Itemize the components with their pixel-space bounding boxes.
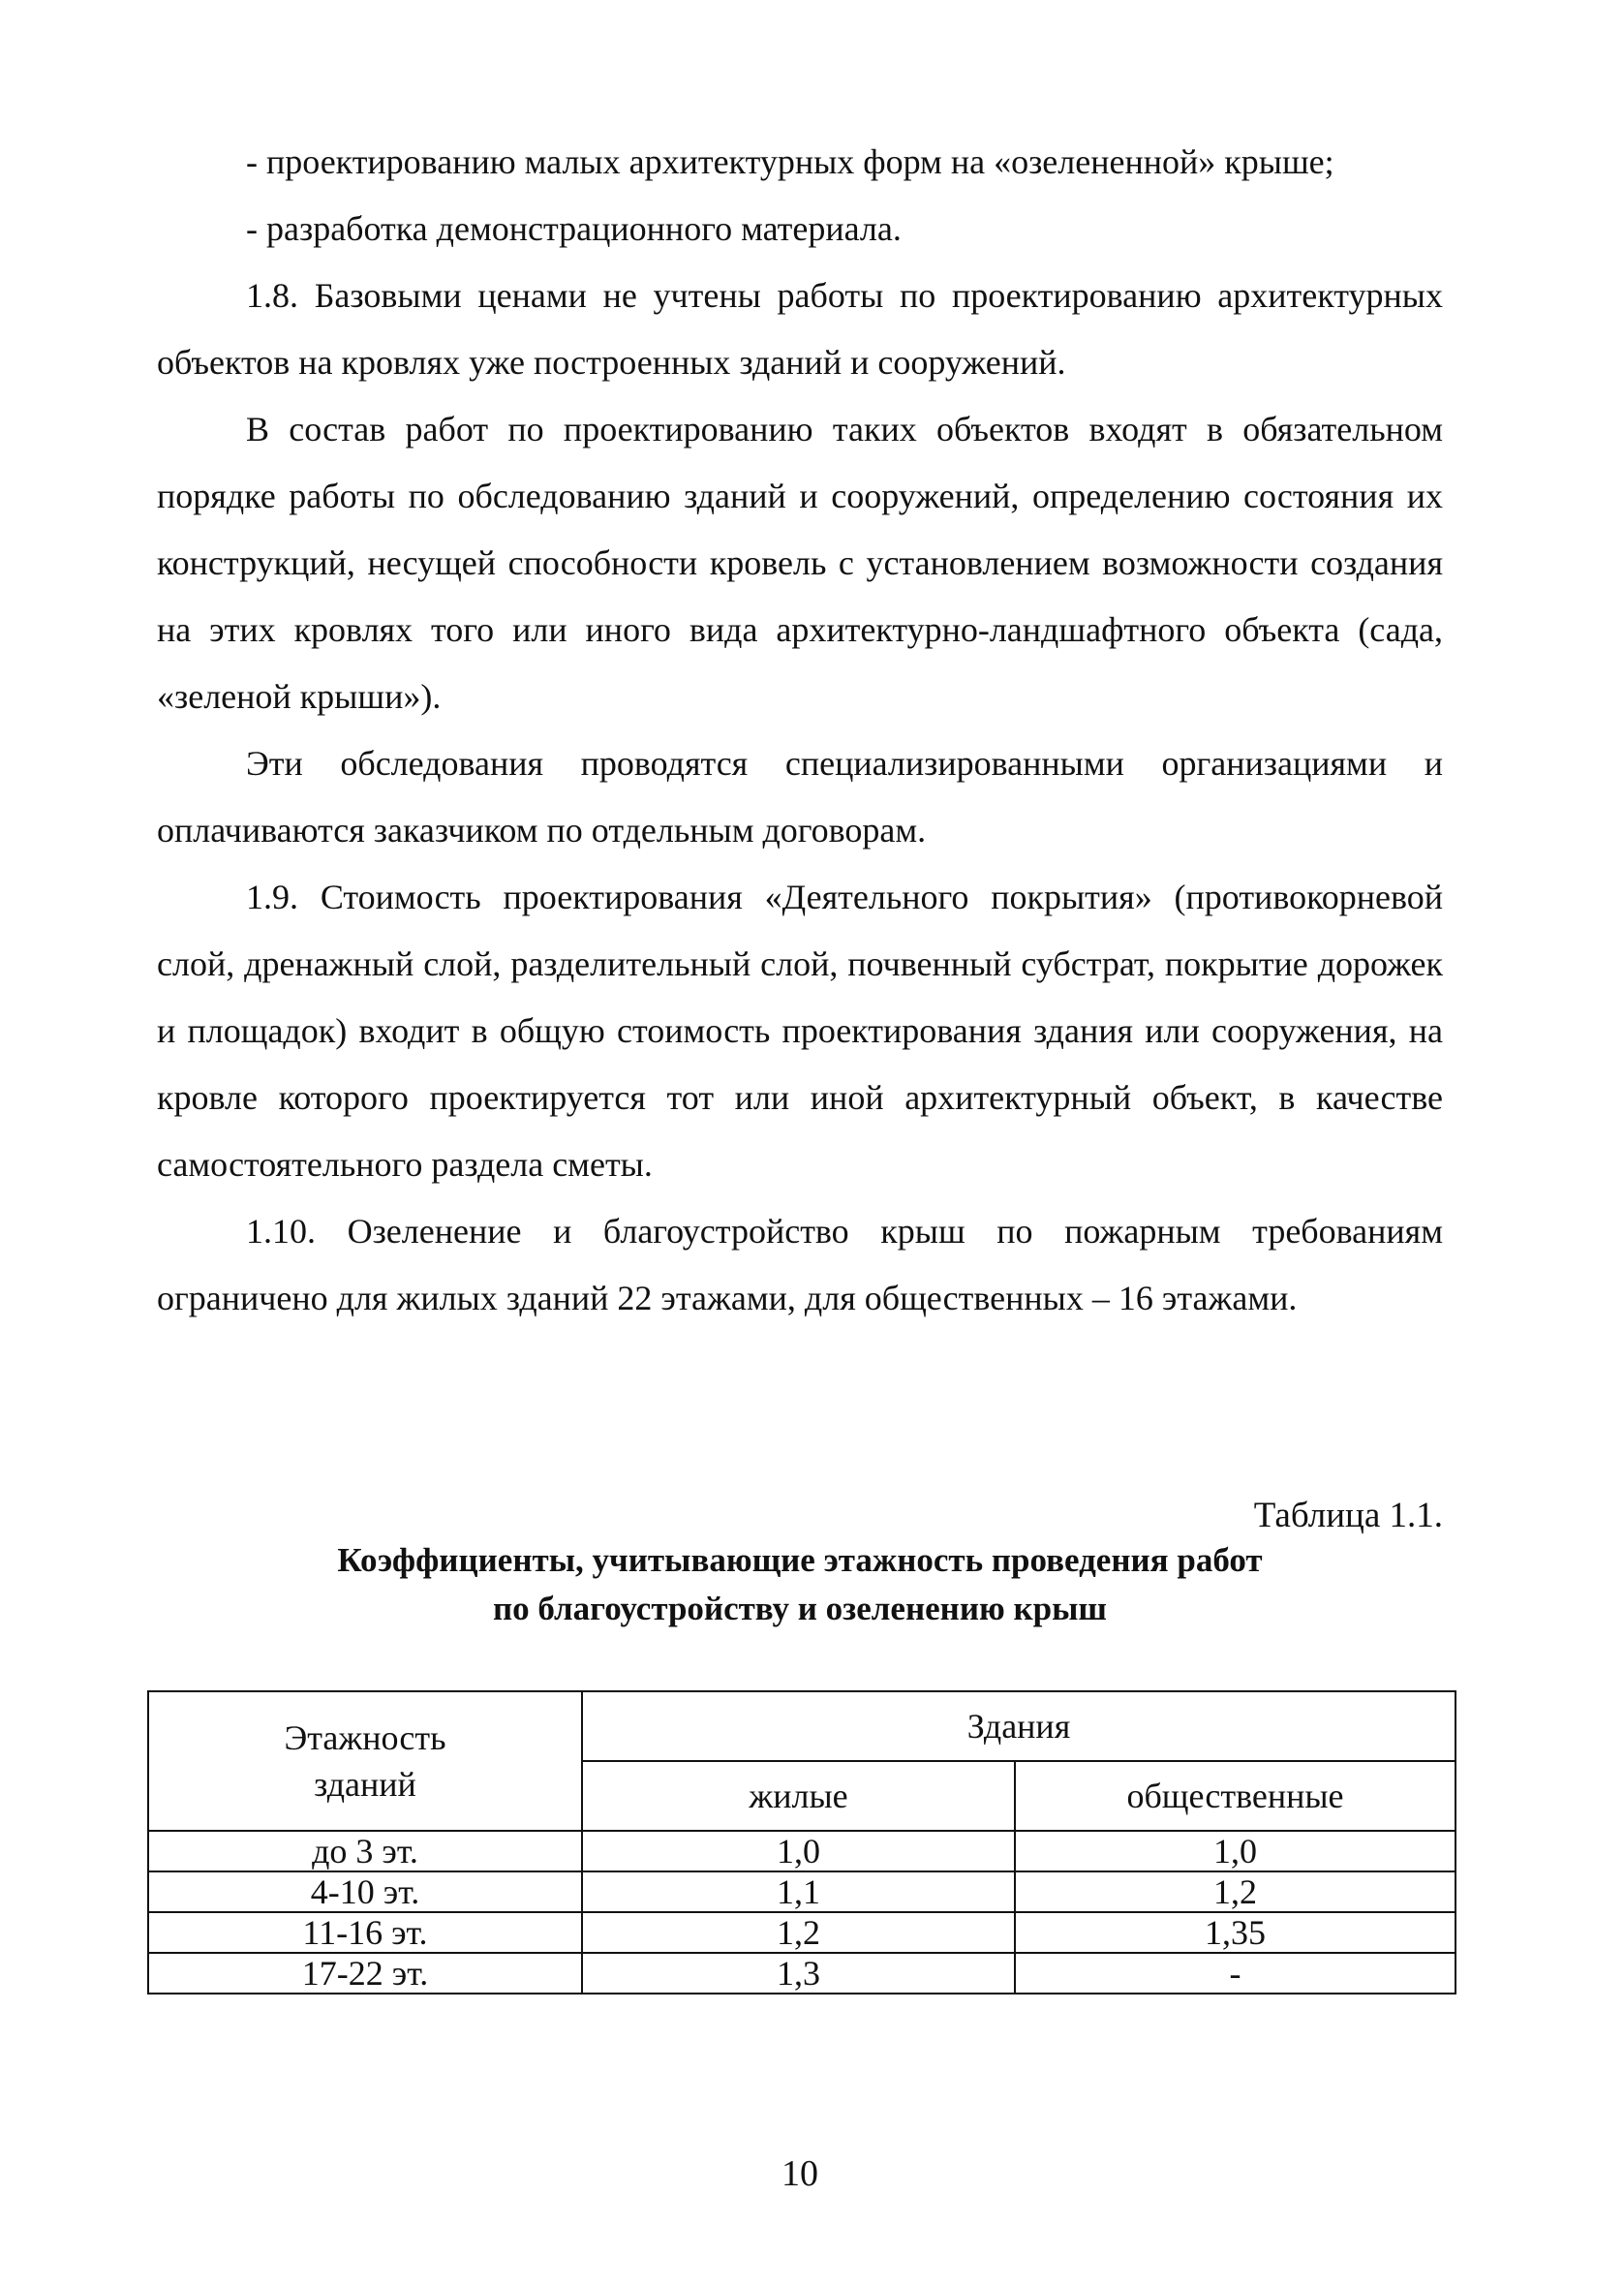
cell-residential: 1,3 (582, 1953, 1015, 1994)
page-number: 10 (781, 2153, 818, 2194)
table-title (157, 1536, 1443, 1633)
table-row (148, 1912, 1455, 1953)
table-label: Таблица 1.1. (1253, 1496, 1443, 1535)
paragraph-surveys: Эти обследования проводятся специализированными организациями и оплачиваются заказчиком по отдельным договорам. (157, 744, 1443, 850)
table-row (148, 1831, 1455, 1871)
cell-residential: 1,2 (582, 1912, 1015, 1953)
table-row (148, 1871, 1455, 1912)
paragraph-list-item-2: - разработка демонстрационного материала. (246, 209, 902, 248)
cell-public: 1,2 (1015, 1871, 1455, 1912)
header-floors-line-1: Этажность (284, 1718, 446, 1757)
cell-floors: до 3 эт. (148, 1831, 582, 1871)
header-public: общественные (1015, 1761, 1455, 1831)
paragraph-1-8: 1.8. Базовыми ценами не учтены работы по проектированию архитектурных объектов на кровлях уже построенных зданий и сооружений. (157, 276, 1443, 382)
cell-residential: 1,0 (582, 1831, 1015, 1871)
cell-public: - (1015, 1953, 1455, 1994)
cell-public: 1,35 (1015, 1912, 1455, 1953)
paragraph-list-item-1: - проектированию малых архитектурных форм на «озелененной» крыше; (246, 142, 1334, 181)
paragraph-1-9: 1.9. Стоимость проектирования «Деятельного покрытия» (противокорневой слой, дренажный слой, разделительный слой, почвенный субстрат, покрытие дорожек и площадок) входит в общую стоимость проектирования здания или сооружения, на кровле которого проектируется тот или иной архитектурный объект, в качестве самостоятельного раздела сметы. (157, 878, 1443, 1184)
header-buildings: Здания (582, 1691, 1455, 1761)
table-row (148, 1953, 1455, 1994)
coefficients-table (147, 1690, 1456, 1994)
paragraph-scope: В состав работ по проектированию таких объектов входят в обязательном порядке работы по обследованию зданий и сооружений, определению состояния их конструкций, несущей способности кровель с установлением возможности создания на этих кровлях того или иного вида архитектурно-ландшафтного объекта (сада, «зеленой крыши»). (157, 410, 1443, 716)
paragraph-1-10: 1.10. Озеленение и благоустройство крыш по пожарным требованиям ограничено для жилых зданий 22 этажами, для общественных – 16 этажами. (157, 1212, 1443, 1317)
header-residential: жилые (582, 1761, 1015, 1831)
table-title-line-1: Коэффициенты, учитывающие этажность проведения работ (337, 1541, 1263, 1579)
table-title-line-2: по благоустройству и озеленению крыш (493, 1590, 1107, 1627)
cell-floors: 11-16 эт. (148, 1912, 582, 1953)
header-floors (148, 1691, 582, 1831)
cell-public: 1,0 (1015, 1831, 1455, 1871)
header-floors-line-2: зданий (314, 1765, 416, 1804)
cell-floors: 17-22 эт. (148, 1953, 582, 1994)
cell-residential: 1,1 (582, 1871, 1015, 1912)
body-text (157, 129, 1443, 1332)
cell-floors: 4-10 эт. (148, 1871, 582, 1912)
